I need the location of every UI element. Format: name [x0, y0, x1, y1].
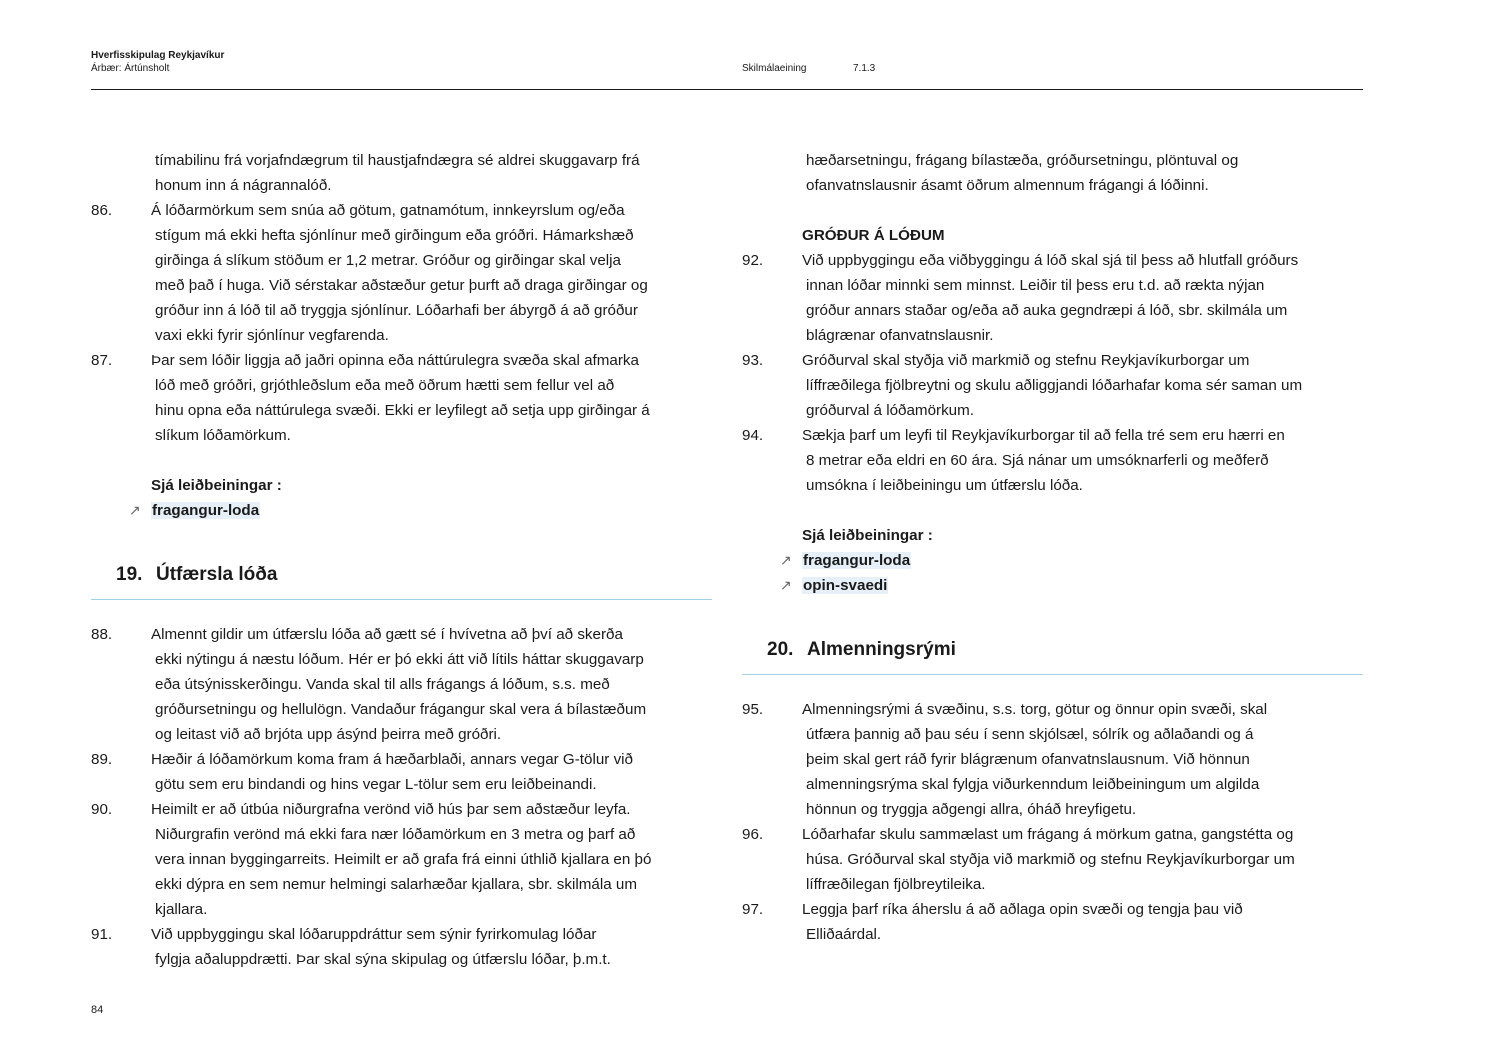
- external-link-icon: ↗: [780, 552, 792, 568]
- item-number: 89.: [91, 751, 113, 768]
- text-line: Niðurgrafin verönd má ekki fara nær lóðamörkum en 3 metra og þarf að: [155, 826, 636, 843]
- text-line: útfæra þannig að þau séu í senn skjólsæl, sólrík og aðlaðandi og á: [806, 726, 1254, 743]
- text-line: girðinga á slíkum stöðum er 1,2 metrar. Gróður og girðingar skal velja: [155, 252, 621, 269]
- list-item: [91, 747, 716, 772]
- subsection-heading: GRÓÐUR Á LÓÐUM: [802, 227, 945, 244]
- item-number: 93.: [742, 352, 764, 369]
- text-line: og leitast við að brjóta upp ásýnd þeirra með gróðri.: [155, 726, 502, 743]
- text-line: hönnun og tryggja aðgengi allra, óháð hreyfigetu.: [806, 801, 1137, 818]
- guideline-link-text[interactable]: opin-svaedi: [803, 577, 888, 594]
- item-number: 96.: [742, 826, 764, 843]
- item-number: 95.: [742, 701, 764, 718]
- text-line: líffræðilegan fjölbreytileika.: [806, 876, 986, 893]
- text-line: Við uppbyggingu eða viðbyggingu á lóð skal sjá til þess að hlutfall gróðurs: [802, 252, 1299, 269]
- section-title: Almenningsrými: [807, 639, 956, 660]
- list-item: [742, 248, 1367, 273]
- text-line: vaxi ekki fyrir sjónlínur vegfarenda.: [155, 327, 389, 344]
- text-line: fylgja aðaluppdrætti. Þar skal sýna skipulag og útfærslu lóðar, þ.m.t.: [155, 951, 611, 968]
- item-number: 90.: [91, 801, 113, 818]
- item-number: 94.: [742, 427, 764, 444]
- text-line: Sækja þarf um leyfi til Reykjavíkurborgar til að fella tré sem eru hærri en: [802, 427, 1285, 444]
- list-item: [742, 822, 1367, 847]
- section-divider: [91, 599, 712, 600]
- list-item: [742, 348, 1367, 373]
- text-line: vera innan byggingarreits. Heimilt er að grafa frá einni úthlið kjallara en þó: [155, 851, 652, 868]
- list-item: [742, 423, 1367, 448]
- list-item: [91, 198, 716, 223]
- text-line: Hæðir á lóðamörkum koma fram á hæðarblaði, annars vegar G-tölur við: [151, 751, 633, 768]
- header-title: Hverfisskipulag Reykjavíkur: [91, 50, 225, 61]
- section-number: 19.: [116, 564, 143, 585]
- text-line: ofanvatnslausnir ásamt öðrum almennum frágangi á lóðinni.: [806, 177, 1209, 194]
- text-line: með það í huga. Við sérstakar aðstæður getur þurft að draga girðingar og: [155, 277, 648, 294]
- section-title: Útfærsla lóða: [156, 564, 278, 585]
- text-line: honum inn á nágrannalóð.: [155, 177, 332, 194]
- text-line: hæðarsetningu, frágang bílastæða, gróðursetningu, plöntuval og: [806, 152, 1239, 169]
- item-number: 86.: [91, 202, 113, 219]
- external-link-icon: ↗: [780, 577, 792, 593]
- text-line: Við uppbyggingu skal lóðaruppdráttur sem sýnir fyrirkomulag lóðar: [151, 926, 597, 943]
- text-line: eða útsýnisskerðingu. Vanda skal til alls frágangs á lóðum, s.s. með: [155, 676, 610, 693]
- left-column: [91, 148, 716, 972]
- text-line: Heimilt er að útbúa niðurgrafna verönd við hús þar sem aðstæður leyfa.: [151, 801, 631, 818]
- text-line: tímabilinu frá vorjafndægrum til haustjafndægra sé aldrei skuggavarp frá: [155, 152, 640, 169]
- section-number: 20.: [767, 639, 794, 660]
- text-line: gróðurval á lóðamörkum.: [806, 402, 974, 419]
- guideline-link-text[interactable]: fragangur-loda: [152, 502, 260, 519]
- text-line: Á lóðarmörkum sem snúa að götum, gatnamótum, innkeyrslum og/eða: [151, 202, 625, 219]
- text-line: Elliðaárdal.: [806, 926, 882, 943]
- item-number: 92.: [742, 252, 764, 269]
- section-heading-19: [91, 548, 716, 608]
- text-line: húsa. Gróðurval skal styðja við markmið og stefnu Reykjavíkurborgar um: [806, 851, 1295, 868]
- list-item: [742, 697, 1367, 722]
- text-line: ekki nýtingu á næstu lóðum. Hér er þó ekki átt við lítils háttar skuggavarp: [155, 651, 644, 668]
- text-line: 8 metrar eða eldri en 60 ára. Sjá nánar um umsóknarferli og meðferð: [806, 452, 1269, 469]
- text-line: stígum má ekki hefta sjónlínur með girðingum eða gróðri. Hámarkshæð: [155, 227, 634, 244]
- item-number: 97.: [742, 901, 764, 918]
- text-line: Almennt gildir um útfærslu lóða að gætt sé í hvívetna að því að skerða: [151, 626, 623, 643]
- section-heading-20: [742, 623, 1367, 683]
- guideline-link-text[interactable]: fragangur-loda: [803, 552, 911, 569]
- header-section-label: Skilmálaeining: [742, 63, 807, 74]
- text-line: ekki dýpra en sem nemur helmingi salarhæðar kjallara, sbr. skilmála um: [155, 876, 637, 893]
- text-line: líffræðilega fjölbreytni og skulu aðliggjandi lóðarhafar koma sér saman um: [806, 377, 1303, 394]
- text-line: gróður inn á lóð til að tryggja sjónlínur. Lóðarhafi ber ábyrgð á að gróður: [155, 302, 638, 319]
- text-line: kjallara.: [155, 901, 208, 918]
- see-guidelines-label: Sjá leiðbeiningar :: [151, 477, 282, 494]
- text-line: almenningsrýma skal fylgja viðurkenndum leiðbeiningum um algilda: [806, 776, 1260, 793]
- list-item: [91, 922, 716, 947]
- text-line: þeim skal gert ráð fyrir blágrænum ofanvatnslausnum. Við hönnun: [806, 751, 1250, 768]
- page-number: 84: [91, 1004, 104, 1016]
- header-subtitle: Árbær: Ártúnsholt: [91, 63, 170, 74]
- guideline-link-opin-svaedi[interactable]: [742, 573, 1367, 598]
- header-section-code: 7.1.3: [853, 63, 876, 74]
- see-guidelines-label: Sjá leiðbeiningar :: [802, 527, 933, 544]
- text-line: slíkum lóðamörkum.: [155, 427, 291, 444]
- section-divider: [742, 674, 1363, 675]
- text-line: Þar sem lóðir liggja að jaðri opinna eða náttúrulegra svæða skal afmarka: [151, 352, 639, 369]
- text-line: hinu opna eða náttúrulega svæði. Ekki er leyfilegt að setja upp girðingar á: [155, 402, 650, 419]
- text-line: Gróðurval skal styðja við markmið og stefnu Reykjavíkurborgar um: [802, 352, 1250, 369]
- header-divider: [91, 89, 1363, 90]
- list-item: [91, 622, 716, 647]
- item-number: 88.: [91, 626, 113, 643]
- list-item: [742, 897, 1367, 922]
- text-line: Lóðarhafar skulu sammælast um frágang á mörkum gatna, gangstétta og: [802, 826, 1294, 843]
- external-link-icon: ↗: [129, 502, 141, 518]
- list-item: [91, 348, 716, 373]
- text-line: Almenningsrými á svæðinu, s.s. torg, götur og önnur opin svæði, skal: [802, 701, 1268, 718]
- item-number: 87.: [91, 352, 113, 369]
- text-line: gróðursetningu og hellulögn. Vandaður frágangur skal vera á bílastæðum: [155, 701, 647, 718]
- right-column: [742, 148, 1367, 947]
- text-line: gróður annars staðar og/eða að auka gegndræpi á lóð, sbr. skilmála um: [806, 302, 1288, 319]
- item-number: 91.: [91, 926, 113, 943]
- text-line: götu sem eru bindandi og hins vegar L-tölur sem eru leiðbeinandi.: [155, 776, 597, 793]
- guideline-link-fragangur-loda[interactable]: [742, 548, 1367, 573]
- list-item: [91, 797, 716, 822]
- text-line: umsókna í leiðbeiningu um útfærslu lóða.: [806, 477, 1083, 494]
- text-line: lóð með gróðri, grjóthleðslum eða með öðrum hætti sem fellur vel að: [155, 377, 615, 394]
- text-line: Leggja þarf ríka áherslu á að aðlaga opin svæði og tengja þau við: [802, 901, 1243, 918]
- text-line: innan lóðar minnki sem minnst. Leiðir til þess eru t.d. að rækta nýjan: [806, 277, 1265, 294]
- text-line: blágrænar ofanvatnslausnir.: [806, 327, 994, 344]
- guideline-link-fragangur-loda[interactable]: [91, 498, 716, 523]
